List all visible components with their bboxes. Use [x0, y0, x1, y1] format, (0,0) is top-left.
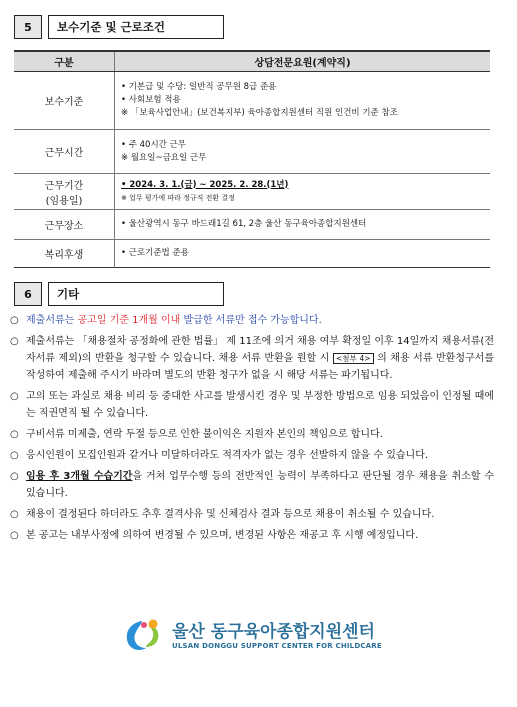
center-logo-icon — [120, 617, 168, 655]
bullet-icon: ○ — [10, 336, 19, 347]
row-label: 근무장소 — [14, 210, 115, 240]
row-content — [115, 72, 491, 130]
row-content — [115, 240, 491, 268]
bullet-icon: ○ — [10, 429, 19, 440]
content-line: ※ 「보육사업안내」(보건복지부) 육아종합지원센터 직원 인건비 기준 참조 — [121, 108, 398, 118]
row-content — [115, 210, 491, 240]
section-number: 6 — [14, 282, 42, 306]
bullet-icon: ○ — [10, 471, 19, 482]
section-number: 5 — [14, 15, 42, 39]
bullet-icon: ○ — [10, 530, 19, 541]
row-label: 근무시간 — [14, 130, 115, 174]
note-text: 구비서류 미제출, 연락 두절 등으로 인한 불이익은 지원자 본인의 책임으로 합니다. — [26, 429, 383, 440]
note-text: 고의 또는 과실로 채용 비리 등 중대한 사고를 발생시킨 경우 및 부정한 방법으로 임용 되었음이 인정될 때에는 직권면직 될 수 있습니다. — [26, 391, 494, 419]
list-item — [10, 527, 494, 544]
note-part: 의 채용 서류 반환청구서를 작성하여 제출해 주시기 바라며 별도의 반환 청구가 없을 시 해당 서류는 파기됩니다. — [26, 353, 494, 381]
logo-text — [172, 622, 382, 650]
content-line: • 울산광역시 동구 바드래1길 61, 2층 울산 동구육아종합지원센터 — [121, 219, 367, 229]
note-highlight: 공고일 기준 1개월 이내 — [77, 315, 181, 326]
row-label — [14, 174, 115, 210]
table-header-position: 상담전문요원(계약직) — [115, 51, 491, 72]
list-item — [10, 447, 494, 464]
list-item — [10, 468, 494, 502]
list-item — [10, 333, 494, 384]
row-label: 복리후생 — [14, 240, 115, 268]
note-text: 응시인원이 모집인원과 같거나 미달하더라도 적격자가 없는 경우 선발하지 않을 수 있습니다. — [26, 450, 429, 461]
bullet-icon: ○ — [10, 450, 19, 461]
period-line: • 2024. 3. 1.(금) ~ 2025. 2. 28.(1년) — [121, 179, 289, 190]
row-label-line: 근무기간 — [44, 180, 84, 192]
row-content — [115, 174, 491, 210]
table-row — [14, 174, 490, 210]
note-part: 을 거쳐 업무수행 등의 전반적인 능력이 부족하다고 판단될 경우 채용을 취소할 수 있습니다. — [26, 471, 494, 499]
center-logo — [120, 617, 382, 655]
bullet-icon: ○ — [10, 509, 19, 520]
table-row — [14, 210, 490, 240]
section-6-header — [14, 282, 224, 306]
note-text — [26, 468, 494, 502]
row-content — [115, 130, 491, 174]
list-item — [10, 388, 494, 422]
table-header-category: 구분 — [14, 51, 115, 72]
attachment-tag: <첨부 4> — [333, 353, 374, 364]
note-text: 채용이 결정된다 하더라도 추후 결격사유 및 신체검사 결과 등으로 채용이 취소될 수 있습니다. — [26, 509, 435, 520]
bullet-icon: ○ — [10, 315, 19, 326]
note-text: 본 공고는 내부사정에 의하여 변경될 수 있으며, 변경된 사항은 재공고 후 시행 예정입니다. — [26, 530, 419, 541]
section-title: 보수기준 및 근로조건 — [48, 15, 224, 39]
content-line: • 기본급 및 수당: 일반직 공무원 8급 준용 — [121, 82, 277, 92]
logo-korean-name: 울산 동구육아종합지원센터 — [172, 622, 375, 642]
conditions-table — [14, 50, 490, 268]
bullet-icon: ○ — [10, 391, 19, 402]
note-part: 제출서류는 「채용절차 공정화에 관한 법률」 제 11조에 의거 채용 여부 확정일 이후 14일까지 채용서류(전자서류 제외)의 반환을 청구할 수 있습니다. 채용 서류 반환을 원할 시 — [26, 336, 494, 364]
note-part: 제출서류는 — [26, 315, 78, 326]
list-item — [10, 312, 494, 329]
row-label-line: (임용일) — [45, 195, 83, 207]
section-5-header — [14, 15, 224, 39]
table-header-row — [14, 51, 490, 72]
period-note: ※ 업무 평가에 따라 정규직 전환 결정 — [121, 193, 235, 202]
logo-english-name: ULSAN DONGGU SUPPORT CENTER FOR CHILDCARE — [172, 642, 382, 650]
notes-list — [10, 312, 494, 548]
content-line: • 사회보험 적용 — [121, 95, 181, 105]
note-part: 발급한 서류만 접수 가능합니다. — [180, 315, 322, 326]
content-line: • 근로기준법 준용 — [121, 248, 189, 258]
note-text — [26, 312, 494, 329]
table-row — [14, 130, 490, 174]
note-text — [26, 333, 494, 384]
table-row — [14, 72, 490, 130]
row-label: 보수기준 — [14, 72, 115, 130]
note-highlight: 임용 후 3개월 수습기간 — [26, 471, 133, 482]
section-title: 기타 — [48, 282, 224, 306]
content-line: ※ 월요일~금요일 근무 — [121, 152, 207, 163]
content-line: • 주 40시간 근무 — [121, 139, 186, 150]
list-item — [10, 426, 494, 443]
list-item — [10, 506, 494, 523]
table-row — [14, 240, 490, 268]
